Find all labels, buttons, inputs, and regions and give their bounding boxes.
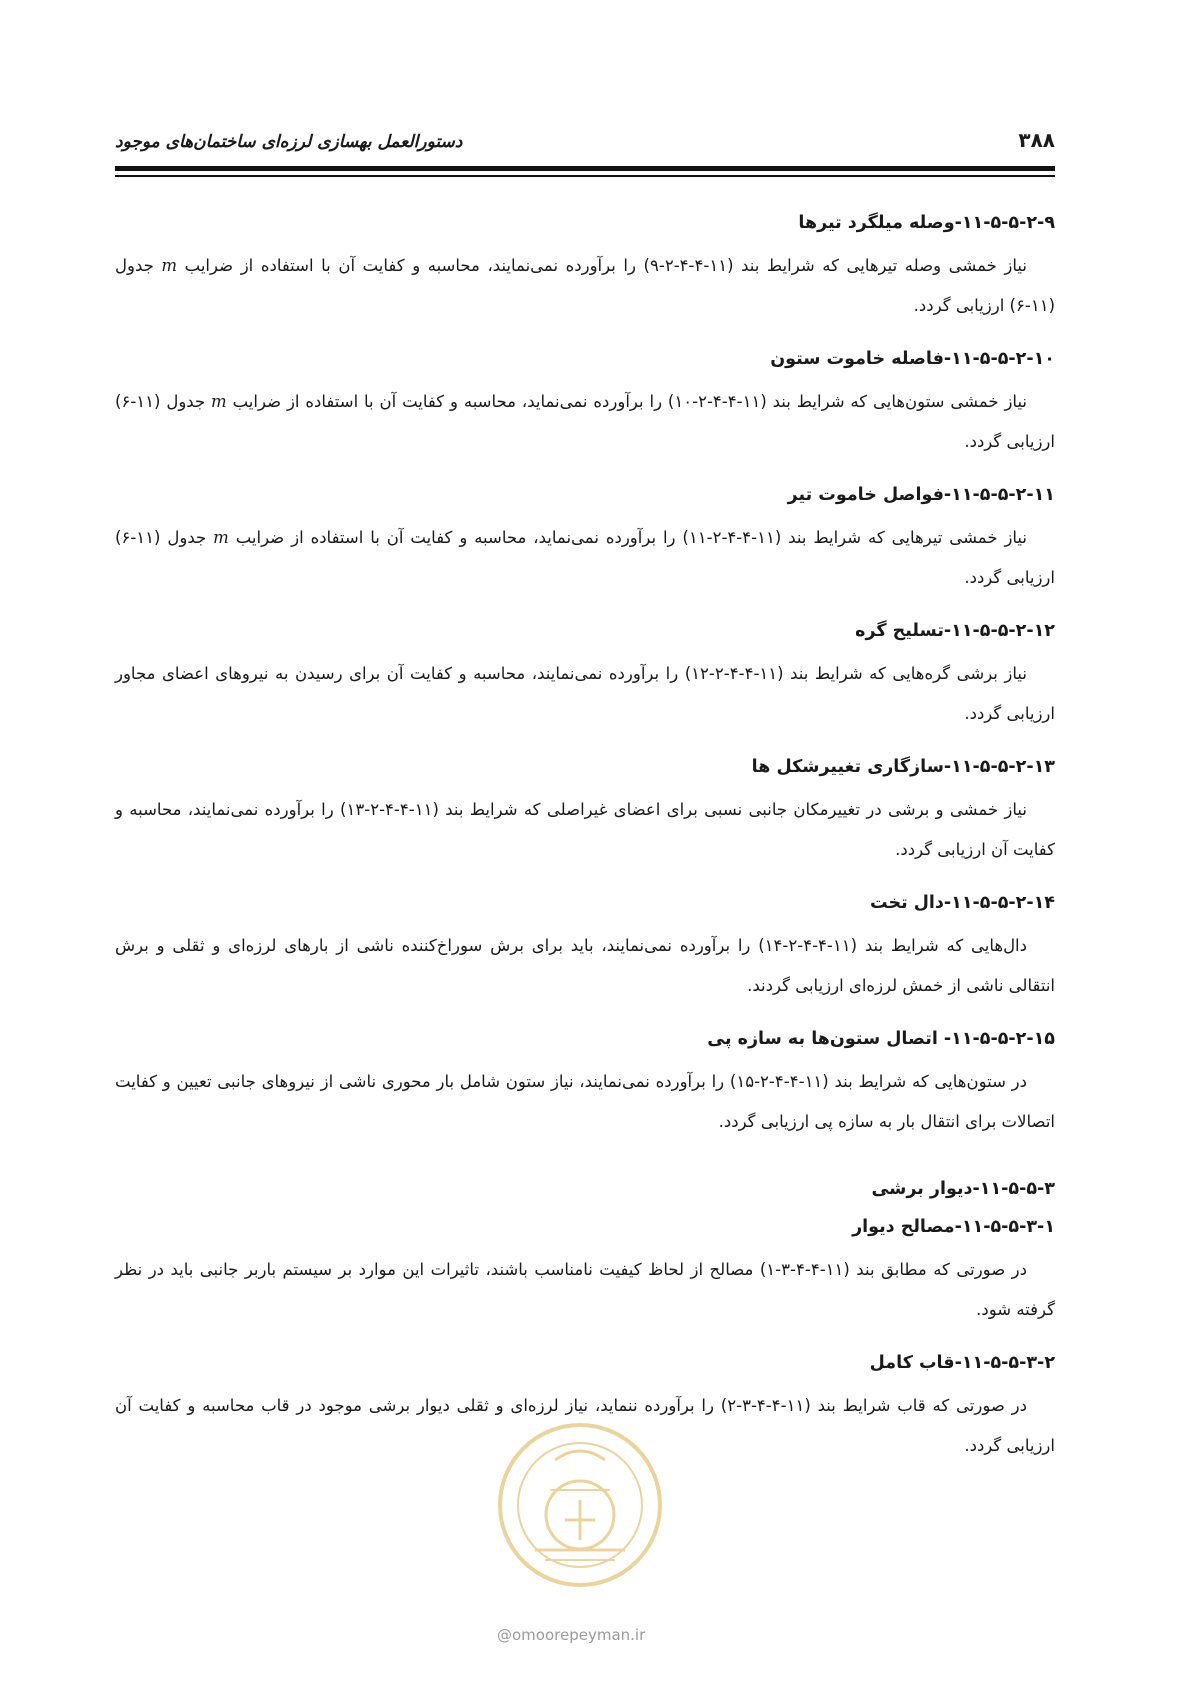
paragraph-text: جدول (۱۱-۶) ارزیابی گردد. xyxy=(115,528,1055,587)
page-number: ۳۸۸ xyxy=(1018,128,1055,152)
section-heading: ۱۱-۵-۵-۲-۱۳-سازگاری تغییرشکل ها xyxy=(751,757,1055,777)
section-heading: ۱۱-۵-۵-۲-۱۰-فاصله خاموت ستون xyxy=(770,349,1055,369)
section-heading: ۱۱-۵-۵-۲-۱۴-دال تخت xyxy=(869,893,1055,913)
section-heading: ۱۱-۵-۵-۳-دیوار برشی xyxy=(871,1179,1055,1199)
paragraph-text: نیاز خمشی تیرهایی که شرایط بند (۱۱-۴-۴-۲-۱۱) را برآورده نمی‌نماید، محاسبه و کفایت آن با استفاده از ضرایب xyxy=(235,528,1028,547)
section-paragraph: در ستون‌هایی که شرایط بند (۱۱-۴-۴-۲-۱۵) را برآورده نمی‌نمایند، نیاز ستون شامل بار محوری ناشی از نیروهای جانبی تعیین و کفایت اتصالات برای انتقال بار به سازه پی ارزیابی گردد. xyxy=(115,1072,1055,1131)
header-rule-thin xyxy=(115,175,1055,177)
section-paragraph: نیاز برشی گره‌هایی که شرایط بند (۱۱-۴-۴-۲-۱۲) را برآورده نمی‌نمایند، محاسبه و کفایت آن برای رسیدن به نیروهای اعضای مجاور ارزیابی گردد. xyxy=(115,664,1055,723)
section-paragraph: در صورتی که مطابق بند (۱۱-۴-۴-۳-۱) مصالح از لحاظ کیفیت نامناسب باشند، تاثیرات این موارد بر سیستم باربر جانبی باید در نظر گرفته شود. xyxy=(115,1260,1055,1319)
paragraph-text: نیاز خمشی وصله تیرهایی که شرایط بند (۱۱-۴-۴-۲-۹) را برآورده نمی‌نمایند، محاسبه و کفایت آن با استفاده از ضرایب xyxy=(184,256,1028,275)
section-paragraph xyxy=(115,246,1055,326)
section-paragraph: در صورتی که قاب شرایط بند (۱۱-۴-۴-۳-۲) را برآورده ننماید، نیاز لرزه‌ای و ثقلی دیوار برشی موجود در قاب محاسبه و کفایت آن ارزیابی گردد. xyxy=(115,1396,1055,1455)
section-heading: ۱۱-۵-۵-۲-۱۱-فواصل خاموت تیر xyxy=(787,485,1055,505)
section-paragraph xyxy=(115,518,1055,598)
paragraph-text: نیاز خمشی ستون‌هایی که شرایط بند (۱۱-۴-۴-۲-۱۰) را برآورده نمی‌نماید، محاسبه و کفایت آن با استفاده از ضرایب xyxy=(232,392,1028,411)
book-title: دستورالعمل بهسازی لرزه‌ای ساختمان‌های موجود xyxy=(115,132,463,152)
section-paragraph: نیاز خمشی و برشی در تغییرمکان جانبی نسبی برای اعضای غیراصلی که شرایط بند (۱۱-۴-۴-۲-۱۳) را برآورده نمی‌نمایند، محاسبه و کفایت آن ارزیابی گردد. xyxy=(115,800,1055,859)
coefficient-symbol: m xyxy=(211,392,227,411)
watermark-url: @omoorepeyman.ir xyxy=(497,1626,646,1644)
section-paragraph xyxy=(115,382,1055,462)
coefficient-symbol: m xyxy=(213,528,229,547)
section-heading: ۱۱-۵-۵-۳-۱-مصالح دیوار xyxy=(852,1217,1055,1237)
section-heading: ۱۱-۵-۵-۳-۲-قاب کامل xyxy=(869,1353,1055,1373)
section-heading: ۱۱-۵-۵-۲-۹-وصله میلگرد تیرها xyxy=(798,213,1055,233)
header-rule-thick xyxy=(115,166,1055,171)
paragraph-text: جدول (۱۱-۶) ارزیابی گردد. xyxy=(115,256,1055,315)
section-paragraph: دال‌هایی که شرایط بند (۱۱-۴-۴-۲-۱۴) را برآورده نمی‌نمایند، باید برای برش سوراخ‌کننده ناشی از بارهای لرزه‌ای و ثقلی و برش انتقالی ناشی از خمش لرزه‌ای ارزیابی گردند. xyxy=(115,936,1055,995)
coefficient-symbol: m xyxy=(161,256,178,275)
page-content xyxy=(115,208,1055,1484)
paragraph-text: جدول (۱۱-۶) ارزیابی گردد. xyxy=(115,392,1055,451)
section-heading: ۱۱-۵-۵-۲-۱۲-تسلیح گره xyxy=(855,621,1055,641)
section-heading: ۱۱-۵-۵-۲-۱۵- اتصال ستون‌ها به سازه پی xyxy=(707,1029,1055,1049)
page-header xyxy=(115,128,1055,164)
